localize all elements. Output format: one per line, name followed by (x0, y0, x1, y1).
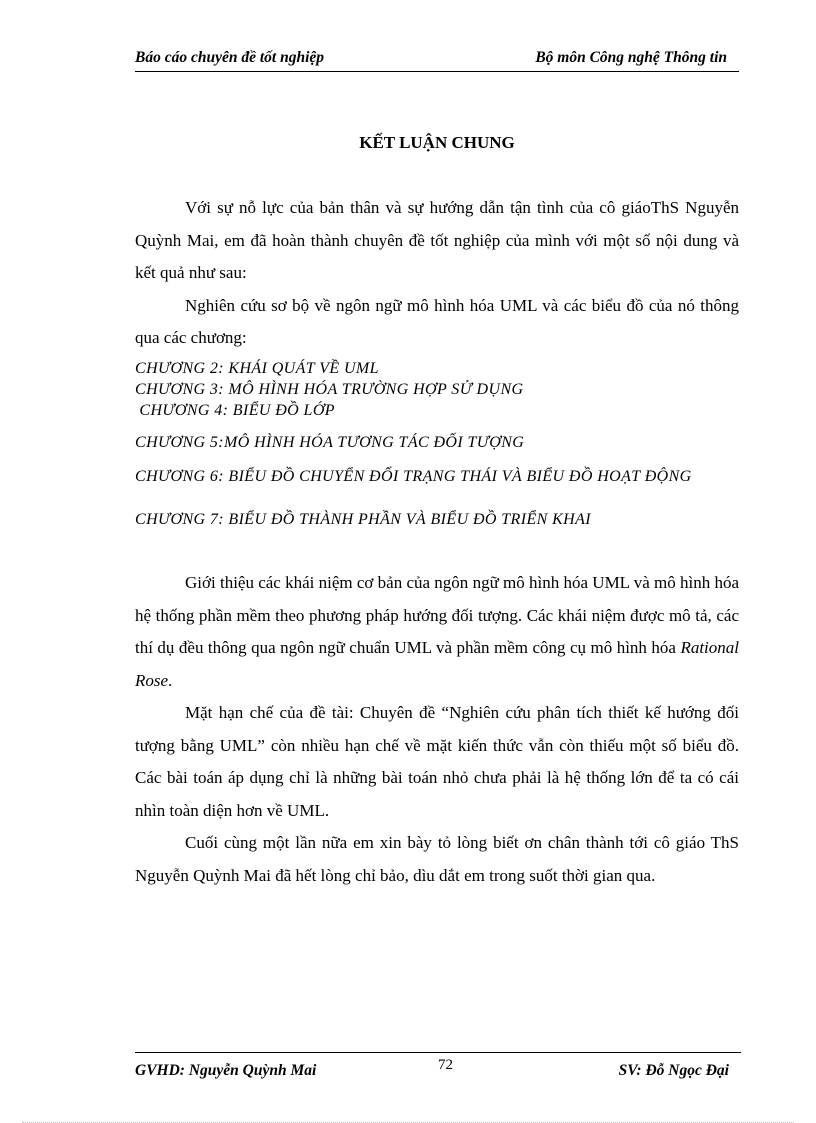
summary-paragraph (135, 567, 739, 697)
chapter-item: CHƯƠNG 3: MÔ HÌNH HÓA TRƯỜNG HỢP SỬ DỤNG (135, 381, 524, 398)
intro-paragraph: Với sự nỗ lực của bản thân và sự hướng dẫn tận tình của cô giáoThS Nguyễn Quỳnh Mai, em đã hoàn thành chuyên đề tốt nghiệp của mình với một số nội dung và kết quả như sau: (135, 198, 739, 282)
page-number: 72 (438, 1057, 453, 1073)
intro-section (135, 192, 739, 355)
acknowledgement-paragraph: Cuối cùng một lần nữa em xin bày tỏ lòng biết ơn chân thành tới cô giáo ThS Nguyễn Quỳnh Mai đã hết lòng chỉ bảo, dìu dắt em trong suốt thời gian qua. (135, 833, 739, 885)
footer-supervisor: GVHD: Nguyễn Quỳnh Mai (135, 1062, 317, 1079)
limitations-paragraph: Mặt hạn chế của đề tài: Chuyên đề “Nghiên cứu phân tích thiết kế hướng đối tượng bằng UML” còn nhiều hạn chế về mặt kiến thức vẫn còn thiếu một số biểu đồ. Các bài toán áp dụng chỉ là những bài toán nhỏ chưa phải là hệ thống lớn để ta có cái nhìn toàn diện hơn về UML. (135, 703, 739, 820)
chapter-item: CHƯƠNG 4: BIỂU ĐỒ LỚP (135, 402, 335, 419)
footer-student: SV: Đỗ Ngọc Đại (618, 1062, 729, 1079)
chapter-item: CHƯƠNG 2: KHÁI QUÁT VỀ UML (135, 360, 379, 377)
page-footer (135, 1052, 741, 1093)
conclusion-section (135, 567, 739, 892)
header-report-title: Báo cáo chuyên đề tốt nghiệp (135, 49, 325, 66)
chapter-item: CHƯƠNG 5:MÔ HÌNH HÓA TƯƠNG TÁC ĐỐI TƯỢNG (135, 434, 525, 451)
page-header (135, 47, 739, 72)
chapter-item: CHƯƠNG 6: BIỂU ĐỒ CHUYỂN ĐỔI TRẠNG THÁI VÀ BIỂU ĐỒ HOẠT ĐỘNG (135, 468, 692, 485)
summary-text: Giới thiệu các khái niệm cơ bản của ngôn ngữ mô hình hóa UML và mô hình hóa hệ thống phần mềm theo phương pháp hướng đối tượng. Các khái niệm được mô tả, các thí dụ đều thông qua ngôn ngữ chuẩn UML và phần mềm công cụ mô hình hóa (135, 573, 739, 657)
header-department: Bộ môn Công nghệ Thông tin (535, 49, 727, 66)
page-title: KẾT LUẬN CHUNG (359, 133, 515, 152)
intro-paragraph: Nghiên cứu sơ bộ về ngôn ngữ mô hình hóa UML và các biểu đồ của nó thông qua các chương: (135, 295, 739, 347)
tool-name: Rational Rose (135, 638, 739, 690)
chapter-item: CHƯƠNG 7: BIỂU ĐỒ THÀNH PHẦN VÀ BIỂU ĐỒ TRIỂN KHAI (135, 511, 592, 528)
summary-end: . (168, 670, 173, 690)
